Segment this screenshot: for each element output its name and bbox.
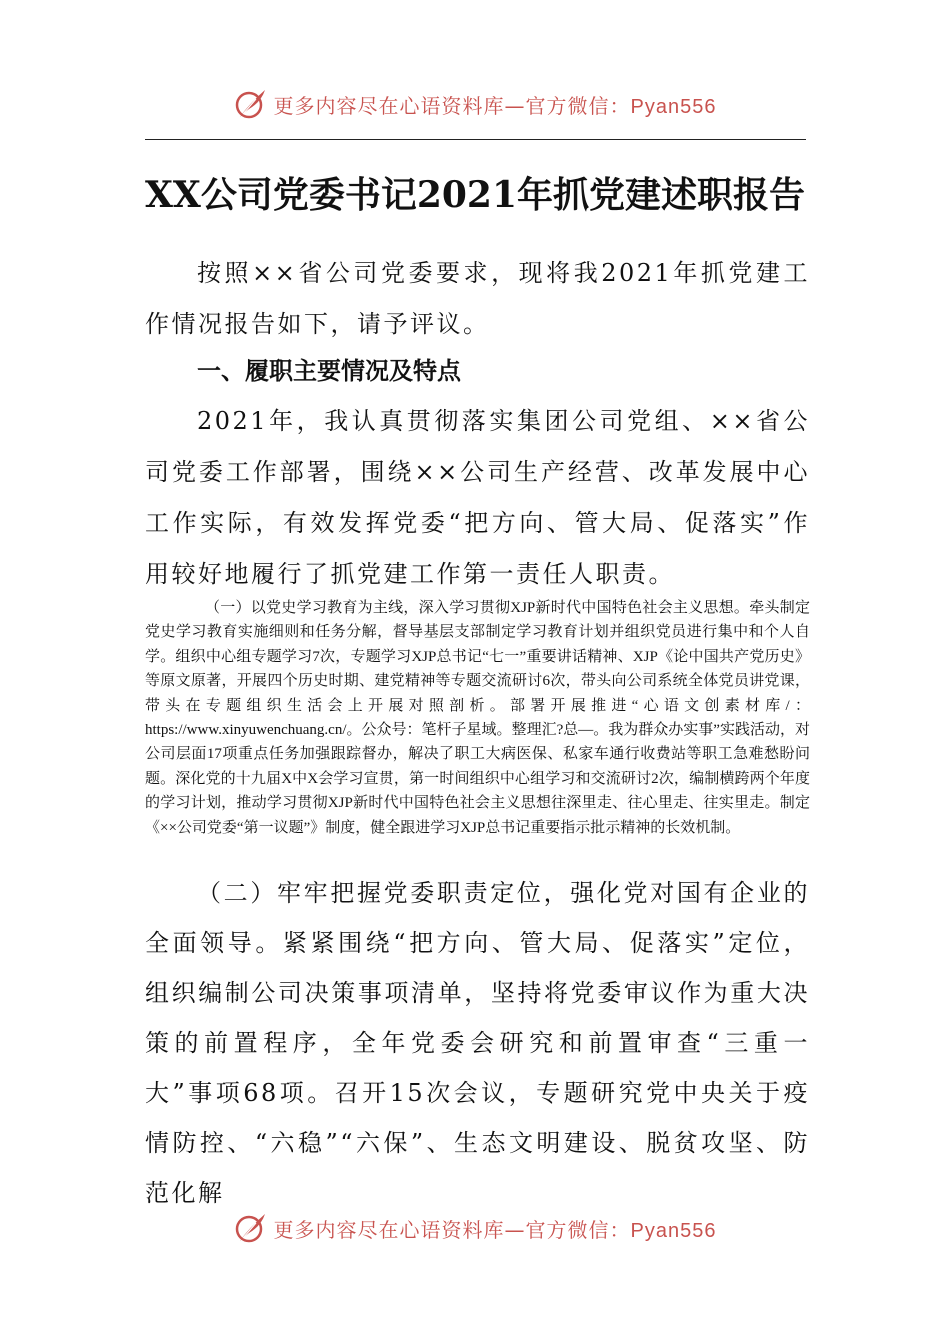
header-wechat-id: Pyan556 bbox=[630, 95, 717, 118]
quill-circle-logo-icon bbox=[234, 1211, 268, 1245]
section1-paragraph: 2021年，我认真贯彻落实集团公司党组、××省公司党委工作部署，围绕××公司生产经营、改革发展中心工作实际，有效发挥党委“把方向、管大局、促落实”作用较好地履行了抓党建工作第一责任人职责。 bbox=[145, 407, 810, 588]
section1-heading: 一、履职主要情况及特点 bbox=[197, 357, 461, 385]
item1-small-paragraph: （一）以党史学习教育为主线，深入学习贯彻XJP新时代中国特色社会主义思想。牵头制定党史学习教育实施细则和任务分解，督导基层支部制定学习教育计划并组织党员进行集中和个人自学。组织中心组专题学习7次，专题学习XJP总书记“七一”重要讲话精神、XJP《论中国共产党历史》等原文原著，开展四个历史时期、建党精神等专题交流研讨6次，带头向公司系统全体党员讲党课，带头在专题组织生活会上开展对照剖析。部署开展推进“心语文创素材库/：https://www.xinyuwenchuang.cn/。公众号：笔杆子星域。整理汇?总—。我为群众办实事”实践活动，对公司层面17项重点任务加强跟踪督办，解决了职工大病医保、私家车通行收费站等职工急难愁盼问题。深化党的十九届X中X会学习宣贯，第一时间组织中心组学习和交流研讨2次，编制横跨两个年度的学习计划，推动学习贯彻XJP新时代中国特色社会主义思想往深里走、往心里走、往实里走。制定《××公司党委“第一议题”》制度，健全跟进学习XJP总书记重要指示批示精神的长效机制。 bbox=[145, 600, 810, 836]
footer-banner-text: 更多内容尽在心语资料库—官方微信：Pyan556 bbox=[273, 1217, 717, 1242]
footer-banner bbox=[0, 1206, 950, 1250]
quill-circle-logo-icon bbox=[234, 87, 268, 121]
item2-paragraph: （二）牢牢把握党委职责定位，强化党对国有企业的全面领导。紧紧围绕“把方向、管大局、促落实”定位，组织编制公司决策事项清单，坚持将党委审议作为重大决策的前置程序，全年党委会研究和前置审查“三重一大”事项68项。召开15次会议，专题研究党中央关于疫情防控、“六稳”“六保”、生态文明建设、脱贫攻坚、防范化解 bbox=[145, 879, 810, 1207]
header-divider bbox=[145, 139, 806, 140]
document-title: XX公司党委书记2021年抓党建述职报告 bbox=[144, 174, 806, 216]
footer-wechat-id: Pyan556 bbox=[630, 1219, 717, 1242]
header-banner bbox=[0, 82, 950, 126]
header-banner-text: 更多内容尽在心语资料库—官方微信：Pyan556 bbox=[273, 93, 717, 118]
intro-paragraph: 按照××省公司党委要求，现将我2021年抓党建工作情况报告如下，请予评议。 bbox=[145, 259, 810, 338]
